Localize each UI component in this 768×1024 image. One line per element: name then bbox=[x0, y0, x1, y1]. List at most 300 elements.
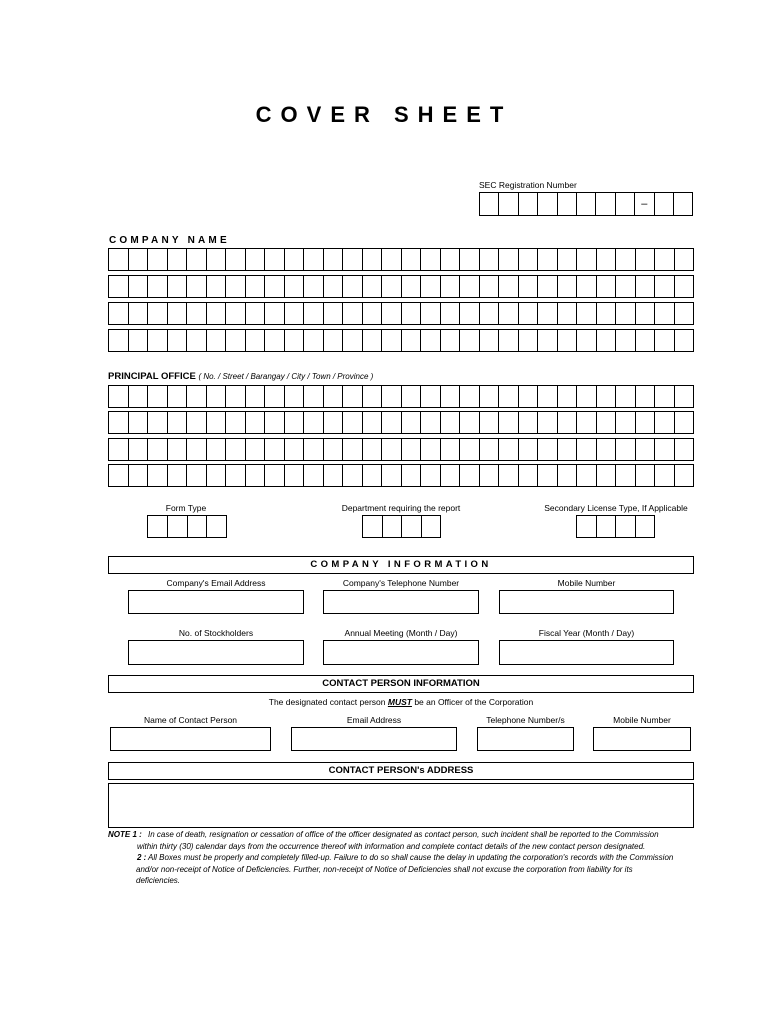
company-telephone-field[interactable] bbox=[323, 590, 479, 614]
char-box[interactable] bbox=[324, 411, 344, 434]
char-box[interactable] bbox=[324, 385, 344, 408]
char-box[interactable] bbox=[226, 464, 246, 487]
char-box[interactable] bbox=[343, 411, 363, 434]
char-box[interactable] bbox=[558, 438, 578, 461]
char-box[interactable] bbox=[519, 385, 539, 408]
contact-telephone-label: Telephone Number/s bbox=[486, 715, 565, 725]
char-box[interactable] bbox=[285, 411, 305, 434]
form-type-box[interactable] bbox=[168, 515, 188, 538]
char-box[interactable] bbox=[597, 411, 617, 434]
char-box[interactable] bbox=[538, 248, 558, 271]
char-box[interactable] bbox=[499, 464, 519, 487]
char-box[interactable] bbox=[616, 464, 636, 487]
char-box[interactable] bbox=[343, 302, 363, 325]
char-box[interactable] bbox=[246, 385, 266, 408]
char-box[interactable] bbox=[616, 302, 636, 325]
char-box[interactable] bbox=[577, 329, 597, 352]
char-box[interactable] bbox=[324, 275, 344, 298]
char-box[interactable] bbox=[675, 248, 695, 271]
char-box[interactable] bbox=[148, 248, 168, 271]
char-box[interactable] bbox=[402, 248, 422, 271]
char-box[interactable] bbox=[246, 329, 266, 352]
char-box[interactable] bbox=[421, 411, 441, 434]
contact-name-field[interactable] bbox=[110, 727, 271, 751]
char-box[interactable] bbox=[304, 438, 324, 461]
company-telephone-label: Company's Telephone Number bbox=[342, 578, 460, 588]
char-box[interactable] bbox=[285, 438, 305, 461]
sec-box[interactable] bbox=[519, 192, 538, 216]
char-box[interactable] bbox=[577, 385, 597, 408]
char-box[interactable] bbox=[129, 464, 149, 487]
company-name-row[interactable] bbox=[108, 302, 694, 325]
contact-mobile-field[interactable] bbox=[593, 727, 691, 751]
char-box[interactable] bbox=[597, 438, 617, 461]
char-box[interactable] bbox=[616, 385, 636, 408]
char-box[interactable] bbox=[285, 385, 305, 408]
sec-box[interactable] bbox=[480, 192, 499, 216]
char-box[interactable] bbox=[675, 302, 695, 325]
char-box[interactable] bbox=[207, 329, 227, 352]
char-box[interactable] bbox=[402, 438, 422, 461]
sec-box[interactable] bbox=[499, 192, 518, 216]
char-box[interactable] bbox=[402, 411, 422, 434]
char-box[interactable] bbox=[402, 275, 422, 298]
char-box[interactable] bbox=[343, 329, 363, 352]
note2-text: All Boxes must be properly and completely filled-up. Failure to do so shall cause the delay in updating the corporation's records with the Commission bbox=[148, 853, 674, 862]
char-box[interactable] bbox=[226, 438, 246, 461]
char-box[interactable] bbox=[480, 411, 500, 434]
secondary-license-box[interactable] bbox=[577, 515, 597, 538]
char-box[interactable] bbox=[226, 329, 246, 352]
char-box[interactable] bbox=[129, 329, 149, 352]
char-box[interactable] bbox=[187, 275, 207, 298]
char-box[interactable] bbox=[558, 275, 578, 298]
char-box[interactable] bbox=[382, 302, 402, 325]
char-box[interactable] bbox=[499, 385, 519, 408]
department-box[interactable] bbox=[422, 515, 442, 538]
char-box[interactable] bbox=[363, 248, 383, 271]
char-box[interactable] bbox=[324, 302, 344, 325]
char-box[interactable] bbox=[519, 464, 539, 487]
char-box[interactable] bbox=[129, 385, 149, 408]
form-type-box[interactable] bbox=[207, 515, 227, 538]
char-box[interactable] bbox=[460, 302, 480, 325]
char-box[interactable] bbox=[597, 302, 617, 325]
char-box[interactable] bbox=[421, 275, 441, 298]
char-box[interactable] bbox=[538, 438, 558, 461]
char-box[interactable] bbox=[402, 464, 422, 487]
fiscal-year-field[interactable] bbox=[499, 640, 674, 665]
contact-address-field[interactable] bbox=[108, 783, 694, 828]
char-box[interactable] bbox=[207, 275, 227, 298]
char-box[interactable] bbox=[597, 275, 617, 298]
char-box[interactable] bbox=[285, 248, 305, 271]
notice-text: be an Officer of the Corporation bbox=[411, 697, 534, 707]
char-box[interactable] bbox=[285, 302, 305, 325]
char-box[interactable] bbox=[363, 329, 383, 352]
char-box[interactable] bbox=[343, 438, 363, 461]
char-box[interactable] bbox=[675, 411, 695, 434]
char-box[interactable] bbox=[597, 329, 617, 352]
char-box[interactable] bbox=[226, 302, 246, 325]
char-box[interactable] bbox=[265, 411, 285, 434]
char-box[interactable] bbox=[675, 464, 695, 487]
contact-telephone-field[interactable] bbox=[477, 727, 574, 751]
char-box[interactable] bbox=[421, 464, 441, 487]
char-box[interactable] bbox=[538, 411, 558, 434]
char-box[interactable] bbox=[363, 385, 383, 408]
char-box[interactable] bbox=[148, 438, 168, 461]
char-box[interactable] bbox=[441, 385, 461, 408]
char-box[interactable] bbox=[285, 464, 305, 487]
char-box[interactable] bbox=[187, 329, 207, 352]
char-box[interactable] bbox=[675, 275, 695, 298]
char-box[interactable] bbox=[109, 411, 129, 434]
char-box[interactable] bbox=[538, 385, 558, 408]
char-box[interactable] bbox=[577, 302, 597, 325]
char-box[interactable] bbox=[675, 438, 695, 461]
char-box[interactable] bbox=[382, 411, 402, 434]
char-box[interactable] bbox=[460, 411, 480, 434]
note2-label: 2 : bbox=[137, 853, 147, 862]
char-box[interactable] bbox=[519, 329, 539, 352]
char-box[interactable] bbox=[363, 464, 383, 487]
char-box[interactable] bbox=[226, 411, 246, 434]
char-box[interactable] bbox=[636, 302, 656, 325]
char-box[interactable] bbox=[148, 275, 168, 298]
char-box[interactable] bbox=[402, 302, 422, 325]
char-box[interactable] bbox=[655, 464, 675, 487]
secondary-license-boxes[interactable] bbox=[576, 515, 655, 538]
char-box[interactable] bbox=[168, 385, 188, 408]
char-box[interactable] bbox=[480, 248, 500, 271]
char-box[interactable] bbox=[148, 385, 168, 408]
char-box[interactable] bbox=[343, 248, 363, 271]
char-box[interactable] bbox=[597, 385, 617, 408]
char-box[interactable] bbox=[324, 329, 344, 352]
char-box[interactable] bbox=[343, 275, 363, 298]
note1-line1 bbox=[108, 829, 698, 841]
char-box[interactable] bbox=[616, 248, 636, 271]
char-box[interactable] bbox=[460, 385, 480, 408]
char-box[interactable] bbox=[148, 411, 168, 434]
char-box[interactable] bbox=[577, 248, 597, 271]
char-box[interactable] bbox=[480, 329, 500, 352]
char-box[interactable] bbox=[538, 329, 558, 352]
char-box[interactable] bbox=[265, 275, 285, 298]
char-box[interactable] bbox=[499, 275, 519, 298]
char-box[interactable] bbox=[363, 411, 383, 434]
form-type-box[interactable] bbox=[188, 515, 208, 538]
char-box[interactable] bbox=[324, 438, 344, 461]
annual-meeting-field[interactable] bbox=[323, 640, 479, 665]
sec-registration-label: SEC Registration Number bbox=[479, 180, 577, 190]
char-box[interactable] bbox=[577, 411, 597, 434]
char-box[interactable] bbox=[519, 275, 539, 298]
sec-box[interactable] bbox=[655, 192, 674, 216]
char-box[interactable] bbox=[441, 464, 461, 487]
char-box[interactable] bbox=[363, 275, 383, 298]
company-name-row[interactable] bbox=[108, 329, 694, 352]
char-box[interactable] bbox=[382, 329, 402, 352]
char-box[interactable] bbox=[265, 248, 285, 271]
char-box[interactable] bbox=[246, 438, 266, 461]
char-box[interactable] bbox=[168, 248, 188, 271]
char-box[interactable] bbox=[129, 411, 149, 434]
contact-email-field[interactable] bbox=[291, 727, 457, 751]
char-box[interactable] bbox=[460, 329, 480, 352]
sec-registration-boxes[interactable] bbox=[479, 192, 693, 216]
char-box[interactable] bbox=[655, 275, 675, 298]
principal-office-row[interactable] bbox=[108, 411, 694, 434]
char-box[interactable] bbox=[265, 438, 285, 461]
char-box[interactable] bbox=[363, 302, 383, 325]
char-box[interactable] bbox=[636, 275, 656, 298]
char-box[interactable] bbox=[168, 275, 188, 298]
char-box[interactable] bbox=[636, 329, 656, 352]
note1-label: NOTE 1 : bbox=[108, 830, 142, 839]
char-box[interactable] bbox=[441, 248, 461, 271]
char-box[interactable] bbox=[129, 248, 149, 271]
department-box[interactable] bbox=[363, 515, 383, 538]
char-box[interactable] bbox=[636, 248, 656, 271]
secondary-license-box[interactable] bbox=[636, 515, 656, 538]
contact-address-header: CONTACT PERSON's ADDRESS bbox=[108, 762, 694, 780]
company-name-label: COMPANY NAME bbox=[109, 235, 230, 246]
char-box[interactable] bbox=[304, 411, 324, 434]
char-box[interactable] bbox=[636, 385, 656, 408]
char-box[interactable] bbox=[597, 248, 617, 271]
company-email-field[interactable] bbox=[128, 590, 304, 614]
char-box[interactable] bbox=[675, 329, 695, 352]
char-box[interactable] bbox=[538, 464, 558, 487]
principal-office-row[interactable] bbox=[108, 438, 694, 461]
char-box[interactable] bbox=[109, 438, 129, 461]
char-box[interactable] bbox=[168, 411, 188, 434]
department-box[interactable] bbox=[402, 515, 422, 538]
char-box[interactable] bbox=[558, 385, 578, 408]
char-box[interactable] bbox=[109, 464, 129, 487]
char-box[interactable] bbox=[207, 248, 227, 271]
char-box[interactable] bbox=[577, 275, 597, 298]
char-box[interactable] bbox=[655, 329, 675, 352]
char-box[interactable] bbox=[187, 464, 207, 487]
char-box[interactable] bbox=[402, 385, 422, 408]
char-box[interactable] bbox=[109, 329, 129, 352]
stockholders-field[interactable] bbox=[128, 640, 304, 665]
char-box[interactable] bbox=[246, 302, 266, 325]
sec-box[interactable] bbox=[558, 192, 577, 216]
char-box[interactable] bbox=[421, 248, 441, 271]
char-box[interactable] bbox=[207, 411, 227, 434]
char-box[interactable] bbox=[480, 464, 500, 487]
char-box[interactable] bbox=[265, 464, 285, 487]
sec-box[interactable] bbox=[616, 192, 635, 216]
sec-box[interactable] bbox=[538, 192, 557, 216]
contact-name-label: Name of Contact Person bbox=[143, 715, 238, 725]
department-boxes[interactable] bbox=[362, 515, 441, 538]
char-box[interactable] bbox=[129, 302, 149, 325]
char-box[interactable] bbox=[402, 329, 422, 352]
char-box[interactable] bbox=[246, 275, 266, 298]
char-box[interactable] bbox=[460, 275, 480, 298]
char-box[interactable] bbox=[168, 329, 188, 352]
char-box[interactable] bbox=[558, 411, 578, 434]
char-box[interactable] bbox=[499, 248, 519, 271]
char-box[interactable] bbox=[616, 329, 636, 352]
char-box[interactable] bbox=[675, 385, 695, 408]
char-box[interactable] bbox=[148, 302, 168, 325]
char-box[interactable] bbox=[480, 275, 500, 298]
char-box[interactable] bbox=[109, 248, 129, 271]
char-box[interactable] bbox=[499, 302, 519, 325]
char-box[interactable] bbox=[636, 438, 656, 461]
notes bbox=[108, 829, 698, 887]
char-box[interactable] bbox=[519, 411, 539, 434]
char-box[interactable] bbox=[597, 464, 617, 487]
char-box[interactable] bbox=[187, 411, 207, 434]
char-box[interactable] bbox=[382, 275, 402, 298]
char-box[interactable] bbox=[460, 464, 480, 487]
principal-office-row[interactable] bbox=[108, 385, 694, 408]
char-box[interactable] bbox=[187, 438, 207, 461]
char-box[interactable] bbox=[246, 464, 266, 487]
char-box[interactable] bbox=[207, 464, 227, 487]
char-box[interactable] bbox=[207, 385, 227, 408]
char-box[interactable] bbox=[168, 302, 188, 325]
char-box[interactable] bbox=[519, 248, 539, 271]
char-box[interactable] bbox=[304, 275, 324, 298]
note2-line1 bbox=[108, 852, 698, 864]
char-box[interactable] bbox=[148, 329, 168, 352]
char-box[interactable] bbox=[129, 275, 149, 298]
char-box[interactable] bbox=[441, 329, 461, 352]
sec-box[interactable] bbox=[577, 192, 596, 216]
char-box[interactable] bbox=[109, 385, 129, 408]
char-box[interactable] bbox=[363, 438, 383, 461]
char-box[interactable] bbox=[226, 385, 246, 408]
char-box[interactable] bbox=[460, 438, 480, 461]
char-box[interactable] bbox=[187, 385, 207, 408]
char-box[interactable] bbox=[226, 248, 246, 271]
char-box[interactable] bbox=[129, 438, 149, 461]
char-box[interactable] bbox=[480, 385, 500, 408]
char-box[interactable] bbox=[636, 411, 656, 434]
char-box[interactable] bbox=[168, 438, 188, 461]
company-mobile-field[interactable] bbox=[499, 590, 674, 614]
char-box[interactable] bbox=[655, 411, 675, 434]
company-name-row[interactable] bbox=[108, 275, 694, 298]
char-box[interactable] bbox=[382, 464, 402, 487]
char-box[interactable] bbox=[558, 464, 578, 487]
char-box[interactable] bbox=[324, 248, 344, 271]
char-box[interactable] bbox=[441, 302, 461, 325]
company-name-row[interactable] bbox=[108, 248, 694, 271]
char-box[interactable] bbox=[304, 385, 324, 408]
char-box[interactable] bbox=[304, 248, 324, 271]
char-box[interactable] bbox=[304, 302, 324, 325]
char-box[interactable] bbox=[577, 464, 597, 487]
char-box[interactable] bbox=[616, 275, 636, 298]
char-box[interactable] bbox=[499, 438, 519, 461]
char-box[interactable] bbox=[441, 275, 461, 298]
char-box[interactable] bbox=[109, 302, 129, 325]
char-box[interactable] bbox=[636, 464, 656, 487]
char-box[interactable] bbox=[265, 385, 285, 408]
char-box[interactable] bbox=[304, 329, 324, 352]
char-box[interactable] bbox=[246, 411, 266, 434]
char-box[interactable] bbox=[285, 329, 305, 352]
char-box[interactable] bbox=[616, 411, 636, 434]
char-box[interactable] bbox=[480, 438, 500, 461]
char-box[interactable] bbox=[207, 302, 227, 325]
char-box[interactable] bbox=[558, 302, 578, 325]
secondary-license-box[interactable] bbox=[597, 515, 617, 538]
char-box[interactable] bbox=[519, 302, 539, 325]
char-box[interactable] bbox=[343, 464, 363, 487]
char-box[interactable] bbox=[655, 438, 675, 461]
sec-box[interactable] bbox=[596, 192, 615, 216]
char-box[interactable] bbox=[655, 248, 675, 271]
char-box[interactable] bbox=[382, 385, 402, 408]
char-box[interactable] bbox=[577, 438, 597, 461]
char-box[interactable] bbox=[538, 275, 558, 298]
char-box[interactable] bbox=[207, 438, 227, 461]
char-box[interactable] bbox=[558, 248, 578, 271]
char-box[interactable] bbox=[382, 248, 402, 271]
char-box[interactable] bbox=[246, 248, 266, 271]
char-box[interactable] bbox=[421, 329, 441, 352]
char-box[interactable] bbox=[441, 438, 461, 461]
char-box[interactable] bbox=[265, 302, 285, 325]
sec-box[interactable] bbox=[674, 192, 693, 216]
char-box[interactable] bbox=[519, 438, 539, 461]
char-box[interactable] bbox=[148, 464, 168, 487]
char-box[interactable] bbox=[655, 302, 675, 325]
secondary-license-box[interactable] bbox=[616, 515, 636, 538]
char-box[interactable] bbox=[343, 385, 363, 408]
sec-separator: – bbox=[641, 198, 648, 210]
char-box[interactable] bbox=[499, 329, 519, 352]
char-box[interactable] bbox=[441, 411, 461, 434]
char-box[interactable] bbox=[187, 248, 207, 271]
char-box[interactable] bbox=[226, 275, 246, 298]
char-box[interactable] bbox=[421, 438, 441, 461]
char-box[interactable] bbox=[304, 464, 324, 487]
char-box[interactable] bbox=[655, 385, 675, 408]
char-box[interactable] bbox=[187, 302, 207, 325]
department-box[interactable] bbox=[383, 515, 403, 538]
principal-office-row[interactable] bbox=[108, 464, 694, 487]
char-box[interactable] bbox=[616, 438, 636, 461]
char-box[interactable] bbox=[558, 329, 578, 352]
char-box[interactable] bbox=[421, 302, 441, 325]
char-box[interactable] bbox=[168, 464, 188, 487]
char-box[interactable] bbox=[285, 275, 305, 298]
department-label: Department requiring the report bbox=[341, 503, 461, 513]
form-type-boxes[interactable] bbox=[147, 515, 227, 538]
char-box[interactable] bbox=[538, 302, 558, 325]
char-box[interactable] bbox=[265, 329, 285, 352]
form-type-box[interactable] bbox=[148, 515, 168, 538]
char-box[interactable] bbox=[109, 275, 129, 298]
char-box[interactable] bbox=[324, 464, 344, 487]
char-box[interactable] bbox=[480, 302, 500, 325]
char-box[interactable] bbox=[460, 248, 480, 271]
char-box[interactable] bbox=[382, 438, 402, 461]
char-box[interactable] bbox=[499, 411, 519, 434]
char-box[interactable] bbox=[421, 385, 441, 408]
